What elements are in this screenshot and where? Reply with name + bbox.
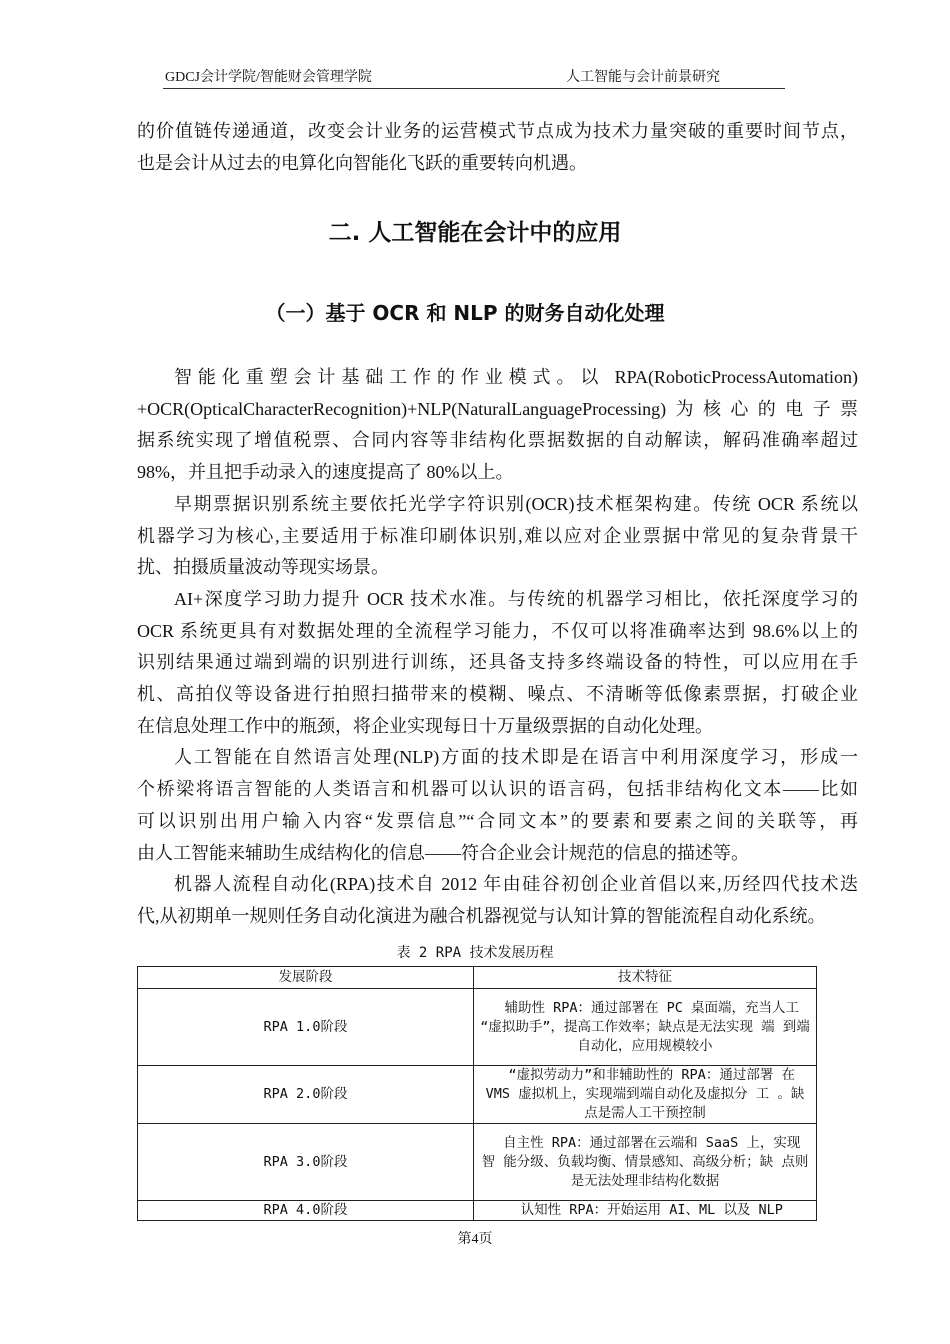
header-right: 人工智能与会计前景研究 [566,70,720,85]
text-line: +OCR(OpticalCharacterRecognition)+NLP(NaturalLanguageProcessing)为核心的电子票 [137,398,858,419]
stage-cell: RPA 1.0阶段 [138,989,474,1066]
feature-cell: 认知性 RPA：开始运用 AI、ML 以及 NLP [474,1201,817,1221]
feature-cell: “虚拟劳动力”和非辅助性的 RPA：通过部署 在 VMS 虚拟机上，实现端到端自动化及虚拟分 工 。缺点是需人工干预控制 [474,1066,817,1124]
stage-cell: RPA 2.0阶段 [138,1066,474,1124]
body-text [137,362,858,933]
table-header-row [138,967,817,989]
text-line: 由人工智能来辅助生成结构化的信息——符合企业会计规范的信息的描述等。 [137,842,749,863]
text-line: 扰、拍摄质量波动等现实场景。 [137,557,389,578]
text-line: 在信息处理工作中的瓶颈，将企业实现每日十万量级票据的自动化处理。 [137,715,713,736]
text-line: 机器人流程自动化(RPA)技术自 2012 年由硅谷初创企业首倡以来,历经四代技术迭 [174,874,858,895]
subsection-title: （一）基于 OCR 和 NLP 的财务自动化处理 [265,301,665,325]
table-row [138,1066,817,1124]
stage-cell: RPA 4.0阶段 [138,1201,474,1221]
column-header: 发展阶段 [138,967,474,989]
text-line: 机器学习为核心,主要适用于标准印刷体识别,难以应对企业票据中常见的复杂背景干 [137,525,858,546]
header-divider [163,88,785,89]
text-line: 早期票据识别系统主要依托光学字符识别(OCR)技术框架构建。传统 OCR 系统以 [174,493,858,514]
stage-cell: RPA 3.0阶段 [138,1124,474,1201]
text-line: 机、高拍仪等设备进行拍照扫描带来的模糊、噪点、不清晰等低像素票据，打破企业 [137,684,858,705]
table-row [138,1124,817,1201]
section-title: 二. 人工智能在会计中的应用 [328,220,622,246]
intro-paragraph [137,116,858,179]
text-line: AI+深度学习助力提升 OCR 技术水准。与传统的机器学习相比，依托深度学习的 [174,588,858,609]
text-line: 智能化重塑会计基础工作的作业模式。以 RPA(RoboticProcessAutomation) [174,367,858,387]
text-line: 据系统实现了增值税票、合同内容等非结构化票据数据的自动解读，解码准确率超过 [137,430,858,451]
table-row [138,989,817,1066]
header-left: GDCJ会计学院/智能财会管理学院 [165,70,372,85]
page-number: 第4页 [457,1232,493,1247]
feature-cell: 自主性 RPA：通过部署在云端和 SaaS 上，实现 智 能分级、负载均衡、情景感知、高级分析；缺 点则是无法处理非结构化数据 [474,1124,817,1201]
text-line: 识别结果通过端到端的识别进行训练，还具备支持多终端设备的特性，可以应用在手 [137,652,858,673]
text-line: 也是会计从过去的电算化向智能化飞跃的重要转向机遇。 [137,152,587,173]
text-line: 可以识别出用户输入内容“发票信息”“合同文本”的要素和要素之间的关联等，再 [137,810,858,831]
column-header: 技术特征 [474,967,817,989]
text-line: 个桥梁将语言智能的人类语言和机器可以认识的语言码，包括非结构化文本——比如 [137,779,858,800]
text-line: 的价值链传递通道，改变会计业务的运营模式节点成为技术力量突破的重要时间节点， [137,121,858,141]
text-line: 98%，并且把手动录入的速度提高了 80%以上。 [137,462,514,483]
rpa-table [137,966,817,1221]
feature-cell: 辅助性 RPA：通过部署在 PC 桌面端，充当人工 “虚拟助手”，提高工作效率；缺点是无法实现 端 到端自动化，应用规模较小 [474,989,817,1066]
table-caption: 表 2 RPA 技术发展历程 [396,945,554,961]
text-line: 人工智能在自然语言处理(NLP)方面的技术即是在语言中利用深度学习，形成一 [174,747,858,768]
text-line: 代,从初期单一规则任务自动化演进为融合机器视觉与认知计算的智能流程自动化系统。 [137,905,826,926]
text-line: OCR 系统更具有对数据处理的全流程学习能力，不仅可以将准确率达到 98.6%以上的 [137,620,858,641]
table-row [138,1201,817,1221]
